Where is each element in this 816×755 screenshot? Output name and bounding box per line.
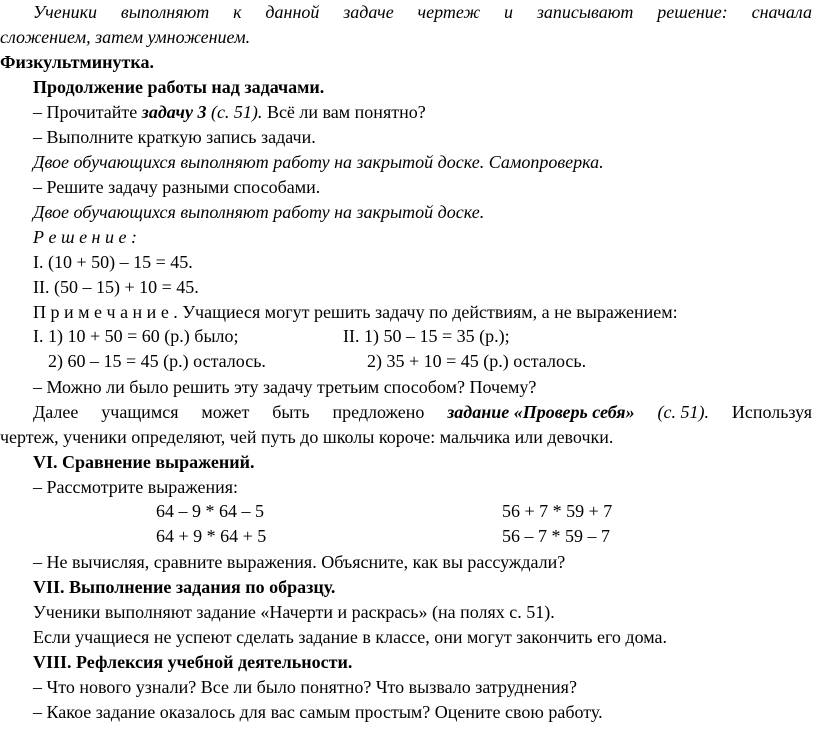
section-7-line-1: Ученики выполняют задание «Начерти и раскрась» (на полях с. 51).	[33, 602, 555, 622]
step-a1: I. 1) 10 + 50 = 60 (р.) было;	[33, 326, 239, 346]
intro-word: сначала	[751, 2, 812, 22]
fizkult-heading: Физкультминутка.	[0, 52, 154, 72]
offer-line: Далее учащимся может быть предложено задание «Проверь себя» (с. 51). Используя	[33, 402, 812, 422]
solution-1: I. (10 + 50) – 15 = 45.	[33, 252, 193, 272]
expression-left-2: 64 + 9 * 64 + 5	[156, 526, 267, 546]
intro-line-2: сложением, затем умножением.	[0, 27, 251, 47]
intro-word: данной	[265, 2, 320, 22]
consider-line: – Рассмотрите выражения:	[33, 477, 239, 497]
intro-word: задаче	[343, 2, 394, 22]
reflection-question-2: – Какое задание оказалось для вас самым простым? Оцените свою работу.	[33, 702, 603, 722]
third-way-line: – Можно ли было решить эту задачу третьим способом? Почему?	[33, 377, 537, 397]
page-reference: (с. 51).	[657, 402, 709, 422]
short-record-line: – Выполните краткую запись задачи.	[33, 127, 316, 147]
intro-word: чертеж	[417, 2, 481, 22]
expression-right-1: 56 + 7 * 59 + 7	[502, 501, 613, 521]
section-7-line-2: Если учащиеся не успеют сделать задание в классе, они могут закончить его дома.	[33, 627, 667, 647]
section-7-heading: VII. Выполнение задания по образцу.	[33, 577, 336, 597]
section-6-heading: VI. Сравнение выражений.	[33, 452, 255, 472]
read-task-line: – Прочитайте задачу 3 (с. 51). Всё ли вам понятно?	[33, 102, 426, 122]
intro-word: решение:	[657, 2, 728, 22]
step-b1: II. 1) 50 – 15 = 35 (р.);	[343, 326, 510, 346]
intro-word: Ученики	[33, 2, 98, 22]
solution-label: Р е ш е н и е :	[33, 227, 137, 247]
intro-word: записывают	[536, 2, 634, 22]
self-check-task: задание «Проверь себя»	[447, 402, 635, 422]
expression-right-2: 56 – 7 * 59 – 7	[502, 526, 610, 546]
board-selfcheck-line: Двое обучающихся выполняют работу на закрытой доске. Самопроверка.	[33, 152, 604, 172]
task-reference: задачу 3	[141, 102, 207, 122]
intro-line-1	[33, 1, 812, 23]
compare-line: – Не вычисляя, сравните выражения. Объясните, как вы рассуждали?	[33, 552, 566, 572]
intro-word: выполняют	[120, 2, 210, 22]
page-reference: (с. 51).	[206, 102, 263, 122]
section-8-heading: VIII. Рефлексия учебной деятельности.	[33, 652, 353, 672]
note-label: П р и м е ч а н и е .	[33, 302, 178, 322]
step-b2: 2) 35 + 10 = 45 (р.) осталось.	[367, 351, 587, 371]
solve-ways-line: – Решите задачу разными способами.	[33, 177, 321, 197]
note-line: П р и м е ч а н и е . Учащиеся могут решить задачу по действиям, а не выражением:	[33, 302, 678, 322]
solution-2: II. (50 – 15) + 10 = 45.	[33, 277, 199, 297]
intro-word: и	[504, 2, 513, 22]
board-line: Двое обучающихся выполняют работу на закрытой доске.	[33, 202, 485, 222]
step-a2: 2) 60 – 15 = 45 (р.) осталось.	[48, 351, 266, 371]
intro-word: к	[233, 2, 242, 22]
expression-left-1: 64 – 9 * 64 – 5	[156, 501, 264, 521]
continuation-heading: Продолжение работы над задачами.	[33, 77, 325, 97]
drawing-line: чертеж, ученики определяют, чей путь до школы короче: мальчика или девочки.	[0, 427, 614, 447]
reflection-question-1: – Что нового узнали? Все ли было понятно? Что вызвало затруднения?	[33, 677, 577, 697]
